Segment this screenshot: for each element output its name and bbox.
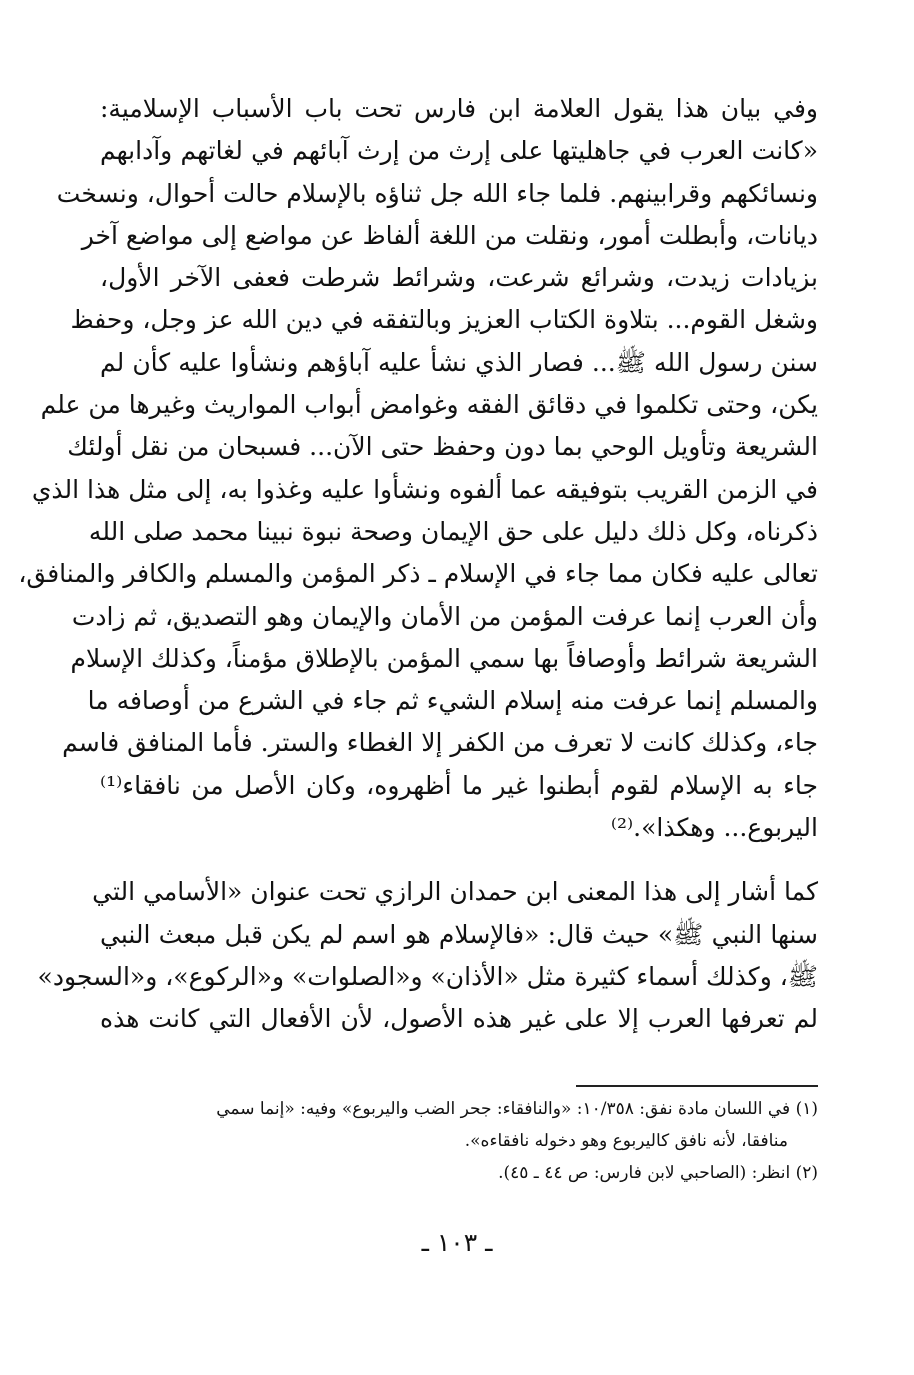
text-line: وفي بيان هذا يقول العلامة ابن فارس تحت باب الأسباب الإسلامية: (100, 94, 818, 123)
text-line: ذكرناه، وكل ذلك دليل على حق الإيمان وصحة نبوة نبينا محمد صلى الله (88, 516, 818, 546)
text-line: الشريعة شرائط وأوصافاً بها سمي المؤمن بالإطلاق مؤمناً، وكذلك الإسلام (70, 643, 818, 673)
text-line: «كانت العرب في جاهليتها على إرث من إرث آبائهم في لغاتهم وآدابهم (100, 136, 818, 166)
text-line: جاء، وكذلك كانت لا تعرف من الكفر إلا الغطاء والستر. فأما المنافق فاسم (62, 728, 818, 758)
text-line: ونسائكهم وقرابينهم. فلما جاء الله جل ثناؤه بالإسلام حالت أحوال، ونسخت (56, 178, 818, 208)
text-line: سنها النبي ﷺ» حيث قال: «فالإسلام هو اسم لم يكن قبل مبعث النبي (100, 919, 818, 949)
text-line: الشريعة وتأويل الوحي بما دون وحفظ حتى الآن... فسبحان من نقل أولئك (67, 432, 818, 462)
text-line: سنن رسول الله ﷺ... فصار الذي نشأ عليه آباؤهم ونشأوا عليه كأن لم (100, 347, 818, 377)
text-line: في الزمن القريب بتوفيقه عما ألفوه ونشأوا عليه وغذوا به، إلى مثل هذا الذي (31, 474, 818, 504)
text-line: والمسلم إنما عرفت منه إسلام الشيء ثم جاء في الشرع من أوصافه ما (87, 686, 818, 716)
footnote-line: منافقا، لأنه نافق كاليربوع وهو دخوله نافقاءه». (464, 1131, 788, 1151)
text-line: بزيادات زيدت، وشرائع شرعت، وشرائط شرطت فعفى الآخر الأول، (100, 263, 818, 293)
footnote-line: (١) في اللسان مادة نفق: ١٠/٣٥٨: «والنافقاء: جحر الضب واليربوع» وفيه: «إنما سمي (216, 1099, 818, 1119)
text-line: ﷺ، وكذلك أسماء كثيرة مثل «الأذان» و«الصلوات» و«الركوع»، و«السجود» (37, 961, 818, 991)
paragraph-ibn-faris-quote (18, 88, 818, 849)
text-line: وشغل القوم... بتلاوة الكتاب العزيز وبالتفقه في دين الله عز وجل، وحفظ (70, 305, 818, 335)
footnote-line: (٢) انظر: (الصاحبي لابن فارس: ص ٤٤ ـ ٤٥). (498, 1163, 818, 1183)
text-line: ديانات، وأبطلت أمور، ونقلت من اللغة ألفاظ عن مواضع إلى مواضع آخر (81, 220, 818, 250)
text-line: جاء به الإسلام لقوم أبطنوا غير ما أظهروه، وكان الأصل من نافقاء⁽¹⁾ (100, 770, 818, 800)
text-line: اليربوع... وهكذا».⁽²⁾ (610, 813, 818, 843)
text-line: لم تعرفها العرب إلا على غير هذه الأصول، لأن الأفعال التي كانت هذه (100, 1004, 818, 1034)
text-line: وأن العرب إنما عرفت المؤمن من الأمان والإيمان وهو التصديق، ثم زادت (71, 601, 818, 631)
footnote-1 (100, 1093, 818, 1157)
paragraph-spacer (100, 849, 818, 871)
paragraph-ibn-hamdan-quote (37, 871, 818, 1040)
main-text (18, 88, 818, 1041)
footnotes (100, 1093, 818, 1189)
page-number: ـ ١٠٣ ـ (421, 1228, 493, 1257)
footnote-2 (100, 1157, 818, 1189)
text-line: تعالى عليه فكان مما جاء في الإسلام ـ ذكر المؤمن والمسلم والكافر والمنافق، (18, 559, 818, 589)
text-line: يكن، وحتى تكلموا في دقائق الفقه وغوامض أبواب المواريث وغيرها من علم (40, 390, 818, 420)
text-line: كما أشار إلى هذا المعنى ابن حمدان الرازي تحت عنوان «الأسامي التي (92, 877, 818, 907)
footnote-divider (576, 1085, 818, 1087)
